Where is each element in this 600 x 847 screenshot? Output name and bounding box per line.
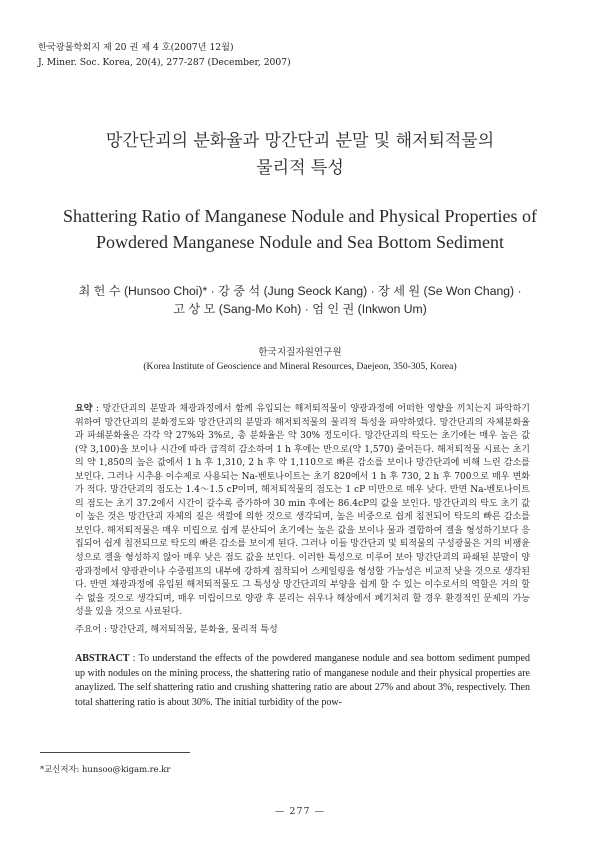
english-abstract-label: ABSTRACT (75, 653, 130, 664)
english-abstract (75, 652, 530, 710)
korean-title-line2: 물리적 특성 (256, 158, 344, 178)
korean-abstract-text: : 망간단괴의 분말과 채광과정에서 함께 유입되는 해저퇴적물이 양광과정에 어떠한 영향을 끼치는지 파악하기 위하여 망간단괴의 분화정도와 망간단괴의 분말과 해저퇴적물의 물리적 특성을 파악하였다. 망간단괴의 자체분화율과 파쇄분화율은 각각 약 27%와 3%로, 총 분화율은 약 30% 정도이다. 망간단괴의 탁도는 초기에는 매우 높은 값(약 3,100)을 보이나 시간에 따라 급격히 감소하여 1 h 후에는 반으로(약 1,570) 줄어든다. 해저퇴적물 시료는 초기의 약 1,850의 높은 값에서 1 h 후 1,310, 2 h 후 약 1,110으로 빠른 감소를 보이나 망간단괴에 비해 느린 감소를 보인다. 그러나 시추용 이수제로 사용되는 Na-벤토나이트는 초기 820에서 1 h 후 730, 2 h 후 700으로 매우 변화가 적다. 망간단괴의 점도는 1.4～1.5 cP이며, 해저퇴적물의 점도는 1 cP 미만으로 매우 낮다. 반면 Na-벤토나이트의 점도는 초기 37.2에서 시간이 갈수록 증가하여 30 min 후에는 86.4cP의 값을 보인다. 망간단괴의 탁도 초기 값이 높은 것은 망간단괴 자체의 짙은 색깔에 의한 것으로 생각되며, 높은 비중으로 쉽게 침전되어 탁도의 빠른 감소를 보인다. 해저퇴적물은 매우 미립으로 쉽게 분산되어 초기에는 높은 값을 보이나 물과 결합하여 겔을 형성하기보다 응집되어 쉽게 침전되므로 탁도의 빠른 감소를 보이게 된다. 그러나 이들 망간단괴 및 퇴적물의 구성광물은 거의 비팽윤성으로 겔을 형성하지 않아 매우 낮은 점도 값을 보인다. 이러한 특성으로 미루어 보아 망간단괴의 파쇄된 분말이 양광과정에서 양광관이나 수중펌프의 내부에 강하게 점착되어 스케일링을 형성할 가능성은 비교적 낮을 것으로 생각된다. 반면 채광과정에 유입된 해저퇴적물도 그 특성상 망간단괴의 부양을 쉽게 할 수 있는 이수로서의 역할은 거의 할 수 없을 것으로 생각되며, 매우 미립이므로 양광 후 분리는 쉬우나 해상에서 폐기처리 할 경우 환경적인 문제의 가능성을 있을 것으로 사료된다. (75, 404, 530, 618)
affiliation-english: (Korea Institute of Geoscience and Mineral Resources, Daejeon, 350-305, Korea) (143, 361, 457, 372)
korean-title (40, 128, 560, 182)
footnote-divider (40, 752, 190, 753)
page-number: — 277 — (274, 806, 326, 817)
english-title-line1: Shattering Ratio of Manganese Nodule and Physical Properties of (63, 206, 537, 226)
keywords (75, 622, 530, 635)
journal-line-english: J. Miner. Soc. Korea, 20(4), 277-287 (December, 2007) (38, 57, 291, 68)
korean-abstract (75, 403, 530, 620)
english-title (30, 203, 570, 255)
korean-title-line1: 망간단괴의 분화율과 망간단괴 분말 및 해저퇴적물의 (105, 131, 495, 151)
english-title-line2: Powdered Manganese Nodule and Sea Bottom Sediment (96, 232, 504, 252)
affiliation-korean: 한국지질자원연구원 (258, 347, 342, 358)
corresponding-author-footnote: *교신저자: hunsoo@kigam.re.kr (40, 764, 171, 774)
english-abstract-text: : To understand the effects of the powdered manganese nodule and sea bottom sediment pumped up with nodules on the mining process, the shattering ratio of manganese nodule and their physical properties are anaylized. The self shattering ratio and crushing shattering ratio are about 27% and about 3%, respectively. Then total shattering ratio is about 30%. The initial turbidity of the pow- (75, 653, 530, 708)
journal-header (38, 40, 291, 70)
keywords-label: 주요어 (75, 625, 102, 635)
author-line2: 고 상 모 (Sang-Mo Koh) · 엄 인 권 (Inkwon Um) (173, 302, 427, 316)
keywords-text: : 망간단괴, 해저퇴적물, 분화율, 물리적 특성 (101, 625, 278, 635)
author-list (40, 282, 560, 318)
journal-line-korean: 한국광물학회지 제 20 권 제 4 호(2007년 12월) (38, 42, 234, 53)
author-line1: 최 헌 수 (Hunsoo Choi)* · 강 중 석 (Jung Seock Kang) · 장 세 원 (Se Won Chang) · (78, 284, 522, 298)
korean-abstract-label: 요약 (75, 404, 93, 414)
